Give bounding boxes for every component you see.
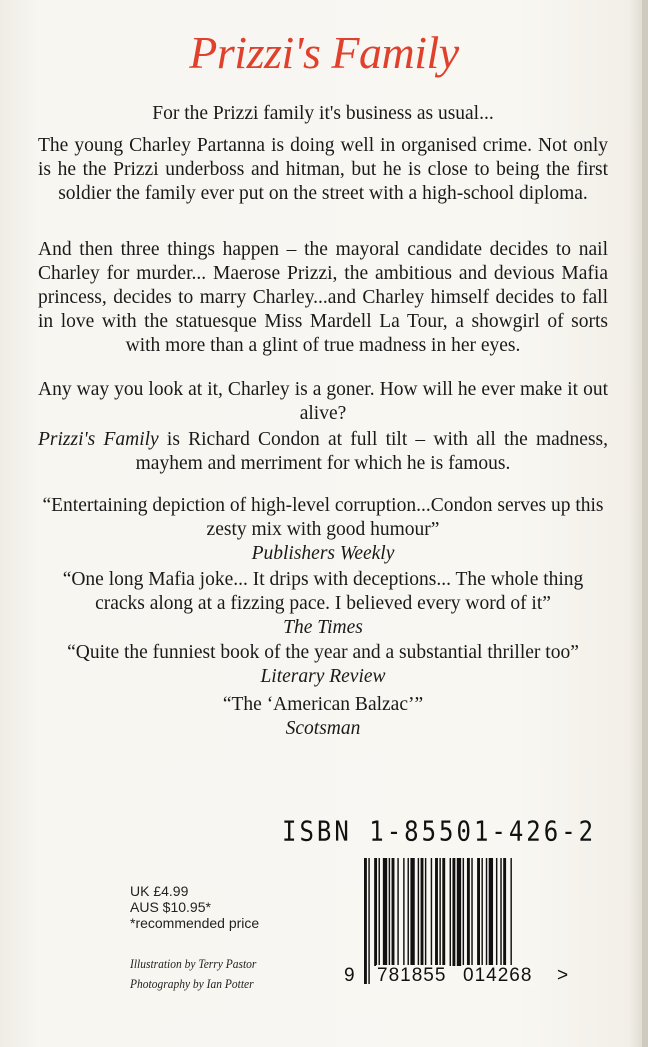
review-source: Publishers Weekly	[251, 543, 395, 564]
barcode-bar	[383, 858, 387, 966]
blurb-paragraph-4-text: is Richard Condon at full tilt – with all the madness, mayhem and merriment for which he is famous.	[135, 429, 608, 474]
blurb-paragraph-1: The young Charley Partanna is doing well in organised crime. Not only is he the Prizzi underboss and hitman, but he is close to being the first soldier the family ever put on the street with a high-school diploma.	[38, 135, 608, 204]
barcode-digit-group-2: 014268	[463, 965, 533, 986]
price-aus: AUS $10.95*	[130, 899, 211, 915]
blurb-paragraph-2: And then three things happen – the mayoral candidate decides to nail Charley for murder... Maerose Prizzi, the ambitious and devious Mafia princess, decides to marry Charley...and Charley himself decides to fall in love with the statuesque Miss Mardell La Tour, a showgirl of sorts with more than a glint of true madness in her eyes.	[38, 239, 608, 356]
barcode-bar	[467, 858, 470, 966]
barcode-bar	[442, 858, 445, 966]
photography-credit: Photography by Ian Potter	[130, 977, 254, 991]
barcode-bar	[496, 858, 497, 966]
cover-edge	[642, 0, 648, 1047]
review-source: Scotsman	[285, 718, 361, 739]
barcode-bar	[471, 858, 472, 966]
barcode-bar	[431, 858, 432, 966]
barcode-bar	[410, 858, 414, 966]
barcode-bar	[463, 858, 464, 966]
illustration-credit: Illustration by Terry Pastor	[130, 957, 257, 971]
barcode-bar	[481, 858, 482, 966]
isbn-number: ISBN 1-85501-426-2	[282, 815, 597, 848]
blurb-intro: For the Prizzi family it's business as usual...	[152, 103, 494, 124]
barcode-bar	[397, 858, 398, 966]
barcode-bar	[403, 858, 404, 966]
review-quote	[20, 641, 626, 689]
book-title: Prizzi's Family	[189, 27, 459, 78]
barcode-bar	[408, 858, 409, 966]
barcode-bar	[452, 858, 455, 966]
price-block	[130, 883, 259, 931]
barcode-bar	[392, 858, 395, 966]
barcode-bar	[379, 858, 380, 966]
price-note: *recommended price	[130, 915, 260, 931]
barcode-bar	[500, 858, 501, 966]
barcode-bar	[489, 858, 493, 966]
barcode-bar	[374, 858, 377, 966]
review-quote-text: “Quite the funniest book of the year and a substantial thriller too”	[67, 642, 579, 663]
review-quote-text: “One long Mafia joke... It drips with deceptions... The whole thing cracks along at a fizzing pace. I believed every word of it”	[62, 569, 584, 614]
review-quote	[38, 494, 608, 566]
review-source: Literary Review	[260, 666, 386, 687]
barcode-bar	[418, 858, 419, 966]
review-quote	[38, 693, 608, 741]
barcode-bar	[421, 858, 424, 966]
credits-block	[130, 954, 256, 994]
barcode-bar	[425, 858, 426, 966]
price-uk: UK £4.99	[130, 883, 189, 899]
barcode-lead-digit: 9	[344, 965, 356, 986]
blurb-book-title: Prizzi's Family	[38, 429, 159, 450]
barcode-bar	[389, 858, 390, 966]
blurb-paragraph-3: Any way you look at it, Charley is a goner. How will he ever make it out alive?	[38, 379, 608, 424]
review-quote-text: “Entertaining depiction of high-level corruption...Condon serves up this zesty mix with good humour”	[42, 495, 604, 540]
barcode-arrow: >	[557, 965, 570, 986]
barcode-bar	[450, 858, 451, 966]
review-quote-text: “The ‘American Balzac’”	[222, 694, 424, 715]
barcode-bar	[477, 858, 480, 966]
blurb-paragraph-4	[38, 428, 608, 476]
barcode-bar	[364, 858, 367, 984]
barcode-bar	[486, 858, 487, 966]
barcode-bar	[368, 858, 369, 984]
barcode-bar	[457, 858, 461, 966]
barcode-digit-group-1: 781855	[377, 965, 447, 986]
review-source: The Times	[283, 617, 363, 638]
review-quote	[38, 568, 608, 640]
